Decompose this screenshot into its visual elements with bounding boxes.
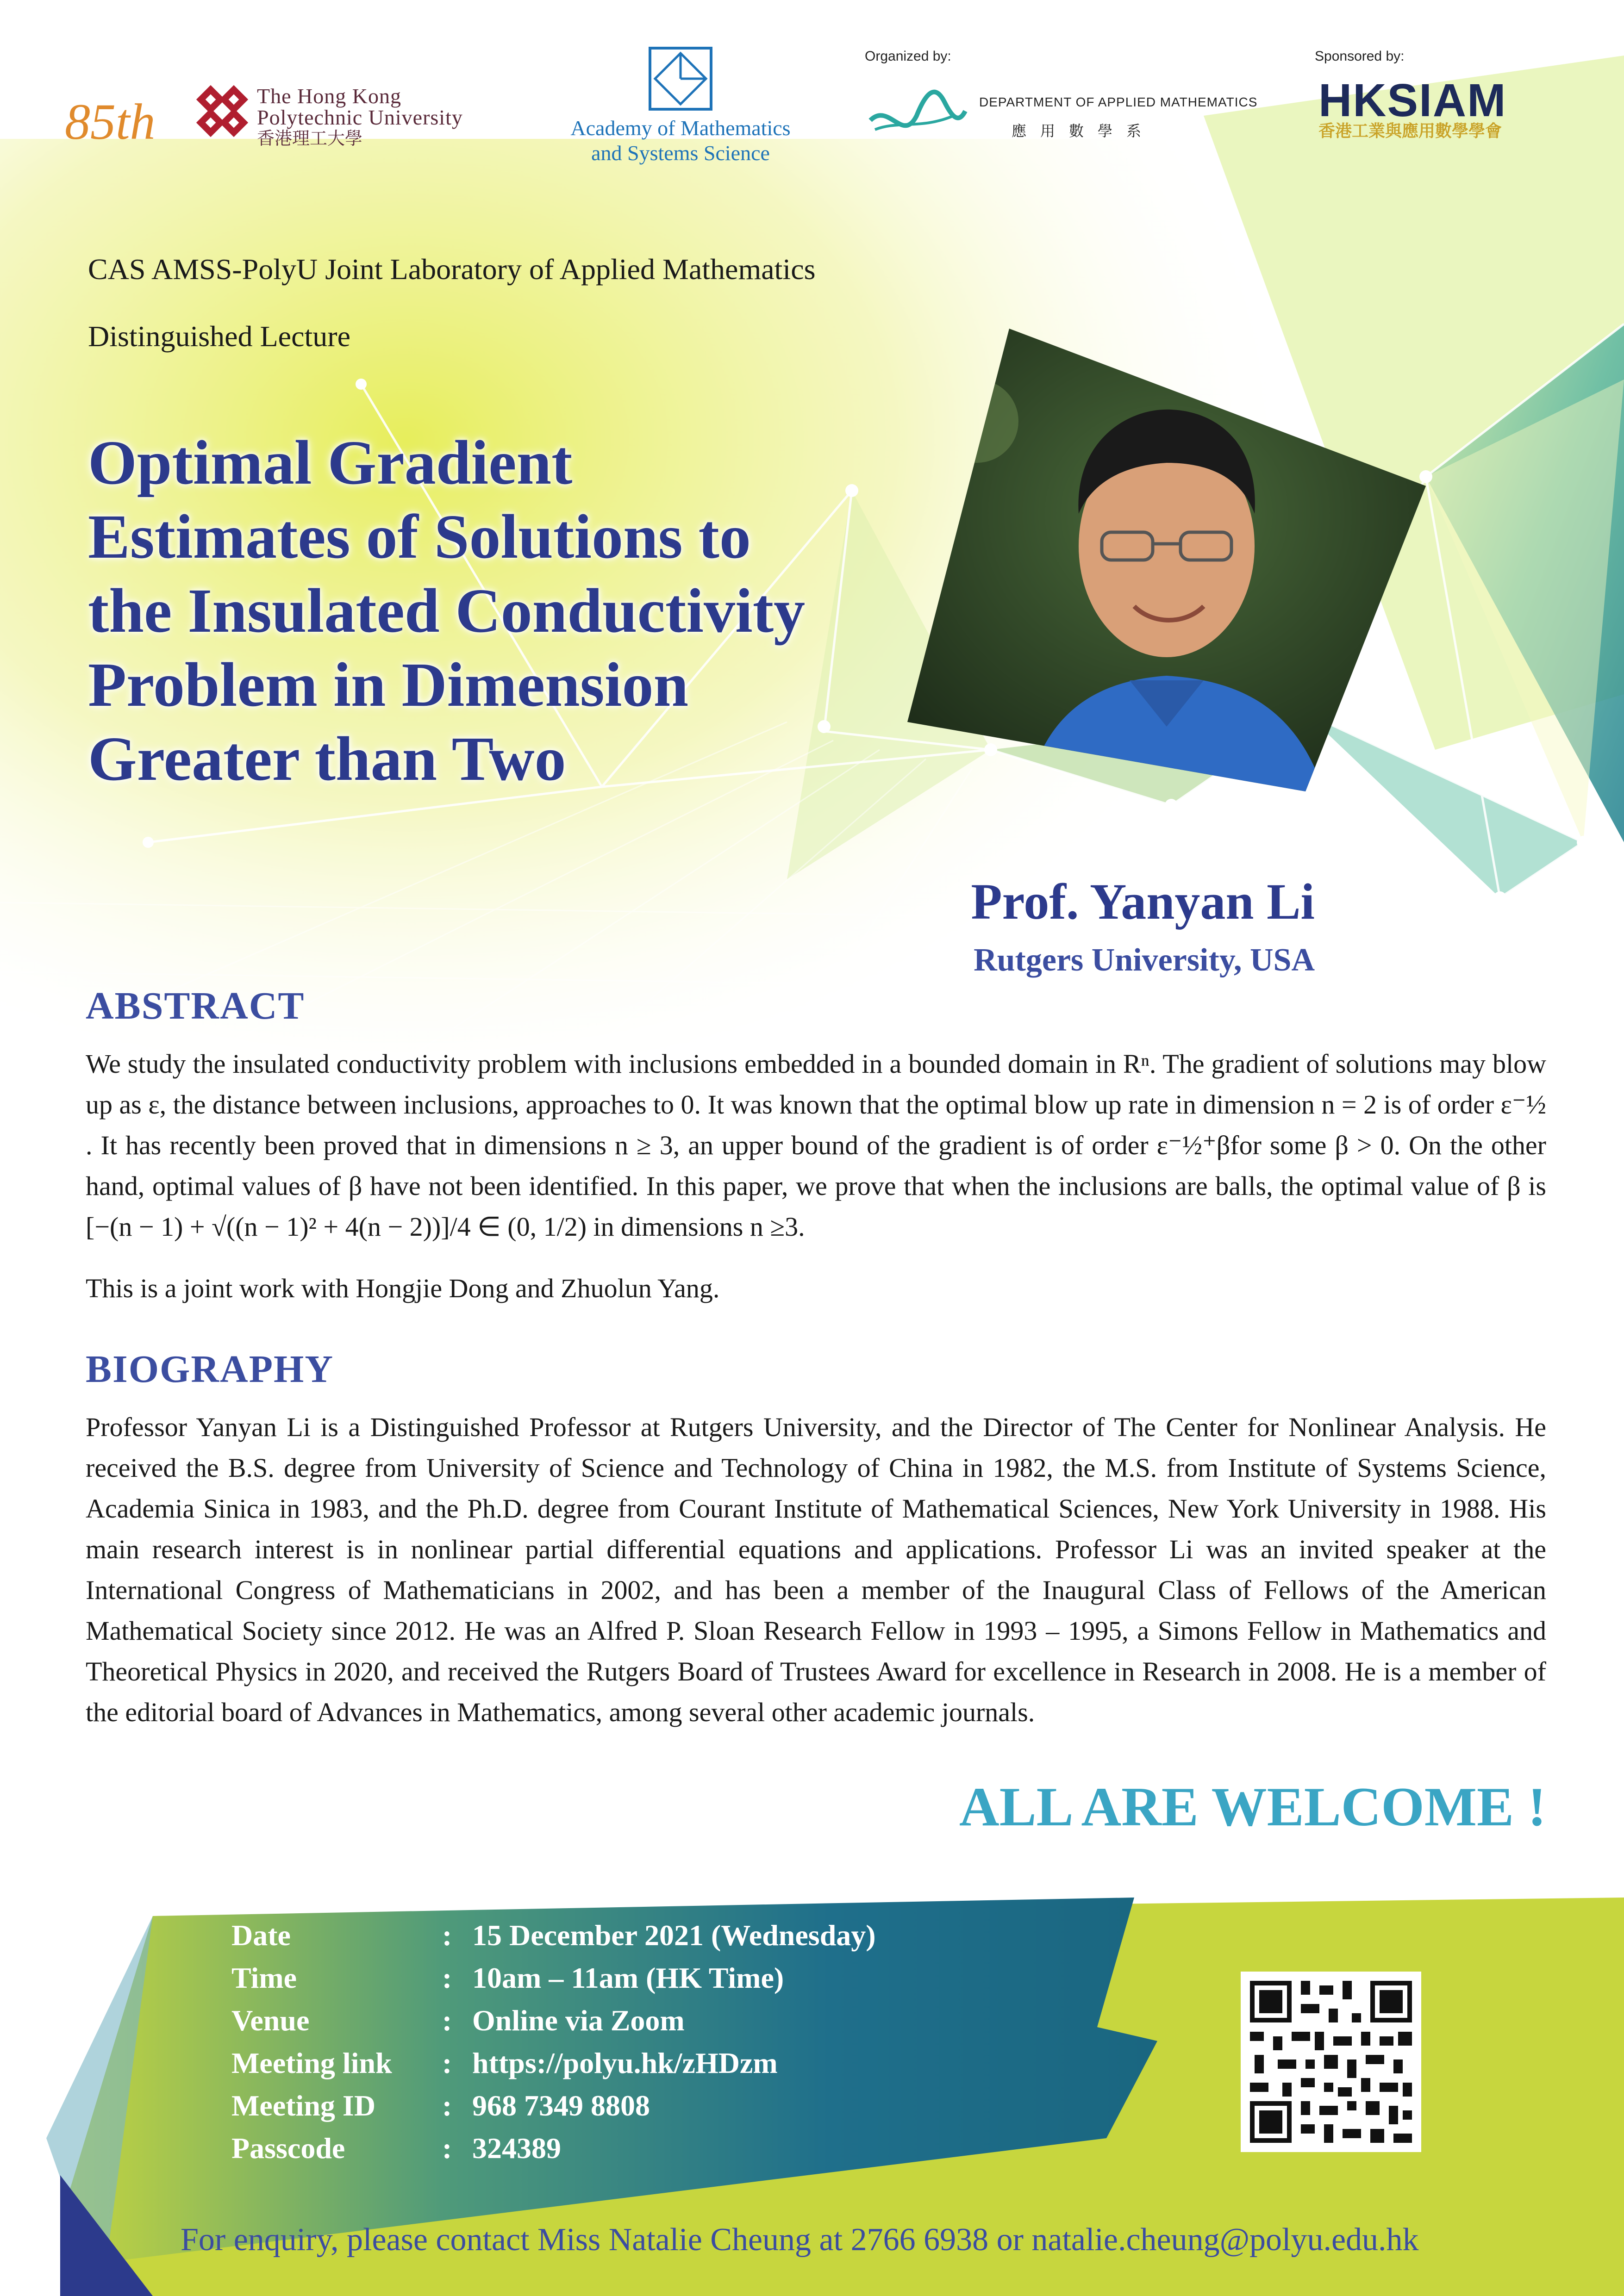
polyu-name-line2: Polytechnic University (257, 106, 463, 129)
polyu-85th-logo (65, 93, 156, 151)
detail-colon: : (442, 2089, 452, 2122)
detail-colon: : (442, 2132, 452, 2165)
detail-time: 10am – 11am (HK Time) (472, 1961, 784, 1994)
detail-label: Passcode (231, 2132, 345, 2165)
biography-text: Professor Yanyan Li is a Distinguished Professor at Rutgers University, and the Director of The Center for Nonlinear Analysis. He received the B.S. degree from University of Science and Technology of China in 1982, the M.S. from Institute of Systems Science, Academia Sinica in 1983, and the Ph.D. degree from Courant Institute of Mathematical Sciences, New York University in 1988. His main research interest is in nonlinear partial differential equations and applications. Professor Li was an invited speaker at the International Congress of Mathematicians in 2002, and has been a member of the Inaugural Class of Fellows of the American Mathematical Society since 2012. He was an Alfred P. Sloan Research Fellow in 1993 – 1995, a Simons Fellow in Mathematics and Theoretical Physics in 2020, and received the Rutgers Board of Trustees Award for excellence in Research in 2008. He is a member of the editorial board of Advances in Mathematics, among several other academic journals. (86, 1412, 1546, 1727)
title-line: Estimates of Solutions to (88, 502, 751, 572)
title-line: Problem in Dimension (88, 650, 689, 720)
detail-label: Meeting ID (231, 2089, 376, 2122)
abstract-heading: ABSTRACT (86, 984, 305, 1027)
speaker-affiliation: Rutgers University, USA (974, 942, 1315, 978)
speaker-name: Prof. Yanyan Li (971, 873, 1315, 930)
meeting-link[interactable]: https://polyu.hk/zHDzm (472, 2047, 778, 2079)
organized-by-label: Organized by: (865, 49, 951, 64)
dept-name-cn: 應用數學系 (1012, 123, 1156, 139)
detail-colon: : (442, 1961, 452, 1994)
abstract-text: We study the insulated conductivity problem with inclusions embedded in a bounded domain in Rⁿ. The gradient of solutions may blow up as ε, the distance between inclusions, approaches to 0. It was known that the optimal blow up rate in dimension n = 2 is of order ε⁻½ . It has recently been proved that in dimensions n ≥ 3, an upper bound of the gradient is of order ε⁻½⁺βfor some β > 0. On the other hand, optimal values of β have not been identified. In this paper, we prove that when the inclusions are balls, the optimal value of β is [−(n − 1) + √((n − 1)² + 4(n − 2))]/4 ∈ (0, 1/2) in dimensions n ≥3. (86, 1049, 1546, 1242)
detail-colon: : (442, 1919, 452, 1952)
joint-work-text: This is a joint work with Hongjie Dong and Zhuolun Yang. (86, 1273, 720, 1303)
polyu-name-line1: The Hong Kong (257, 84, 401, 108)
title-line: the Insulated Conductivity (88, 576, 806, 646)
welcome-text: ALL ARE WELCOME ! (959, 1776, 1546, 1837)
qr-code-icon[interactable] (1241, 1972, 1421, 2152)
hksiam-name-cn: 香港工業與應用數學學會 (1318, 121, 1502, 140)
amss-logo-icon (648, 46, 713, 111)
amss-name-line2: and Systems Science (591, 141, 770, 165)
lecture-title (88, 426, 921, 796)
amss-name-line1: Academy of Mathematics (570, 116, 791, 140)
detail-label: Venue (231, 2004, 310, 2037)
biography-heading: BIOGRAPHY (86, 1348, 334, 1391)
detail-label: Date (231, 1919, 291, 1952)
polyu-name-cn: 香港理工大學 (257, 129, 363, 149)
anniversary-text: 85th (65, 93, 156, 150)
detail-label: Meeting link (231, 2047, 392, 2079)
detail-venue: Online via Zoom (472, 2004, 685, 2037)
polyu-name (257, 86, 463, 128)
detail-date: 15 December 2021 (Wednesday) (472, 1919, 876, 1952)
detail-colon: : (442, 2004, 452, 2037)
dept-name: DEPARTMENT OF APPLIED MATHEMATICS (979, 95, 1258, 109)
hksiam-logo: HKSIAM (1318, 75, 1507, 126)
speaker-photo (907, 329, 1426, 791)
sponsored-by-label: Sponsored by: (1315, 49, 1405, 64)
detail-colon: : (442, 2047, 452, 2079)
amss-name (546, 116, 815, 166)
detail-passcode: 324389 (472, 2132, 561, 2165)
lecture-series: Distinguished Lecture (88, 320, 350, 353)
detail-label: Time (231, 1961, 297, 1994)
title-line: Greater than Two (88, 724, 566, 794)
polyu-emblem-icon (194, 83, 250, 139)
lab-name: CAS AMSS-PolyU Joint Laboratory of Applied Mathematics (88, 253, 816, 286)
applied-math-dept-logo-icon (866, 74, 968, 143)
title-line: Optimal Gradient (88, 428, 573, 498)
enquiry-text: For enquiry, please contact Miss Natalie Cheung at 2766 6938 or natalie.cheung@polyu.edu.hk (181, 2222, 1419, 2258)
detail-meeting-id: 968 7349 8808 (472, 2089, 650, 2122)
